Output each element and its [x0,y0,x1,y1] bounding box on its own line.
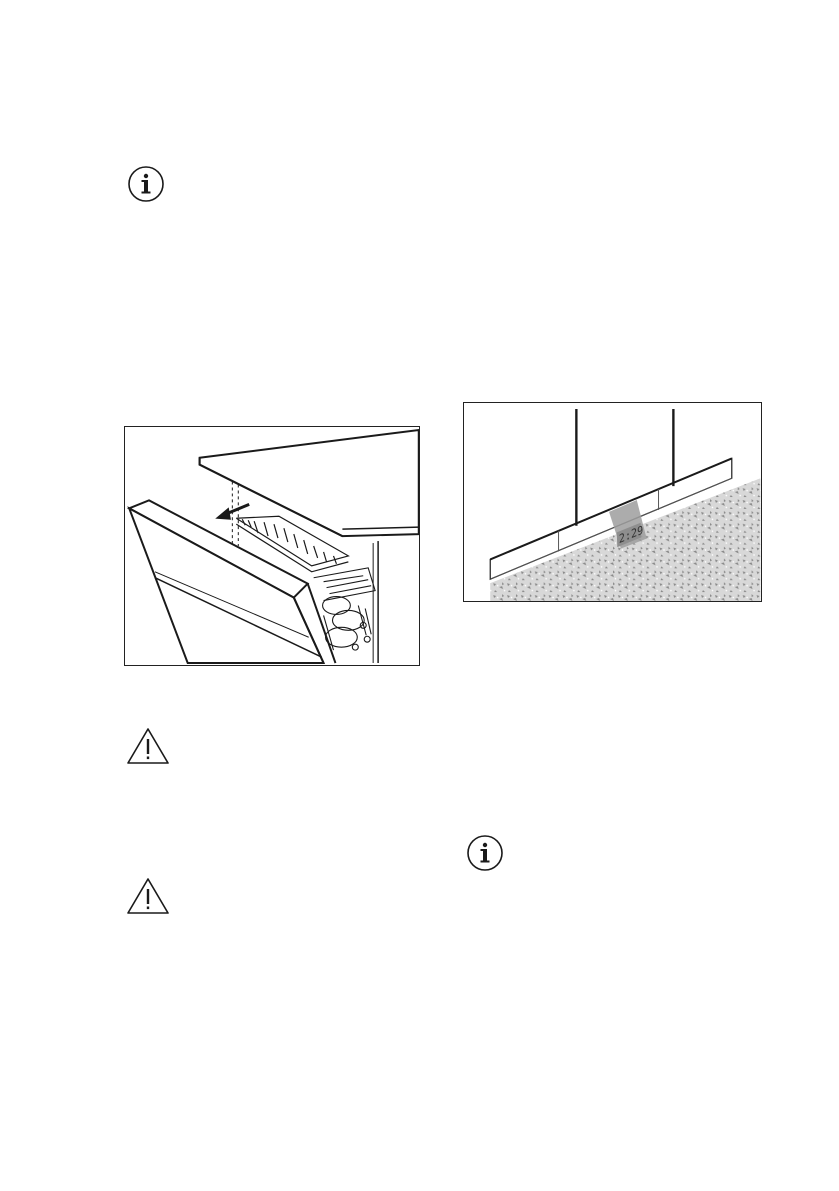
warning-icon [126,876,170,916]
warning-icon [126,726,170,766]
info-icon [466,834,504,872]
lower-basket [314,568,375,650]
info-icon [127,165,165,203]
dishwasher-figure [124,426,420,666]
cabinet-edges [232,482,238,546]
floor-projection-figure [463,402,762,602]
display-time-text: 2:29 [618,523,644,547]
